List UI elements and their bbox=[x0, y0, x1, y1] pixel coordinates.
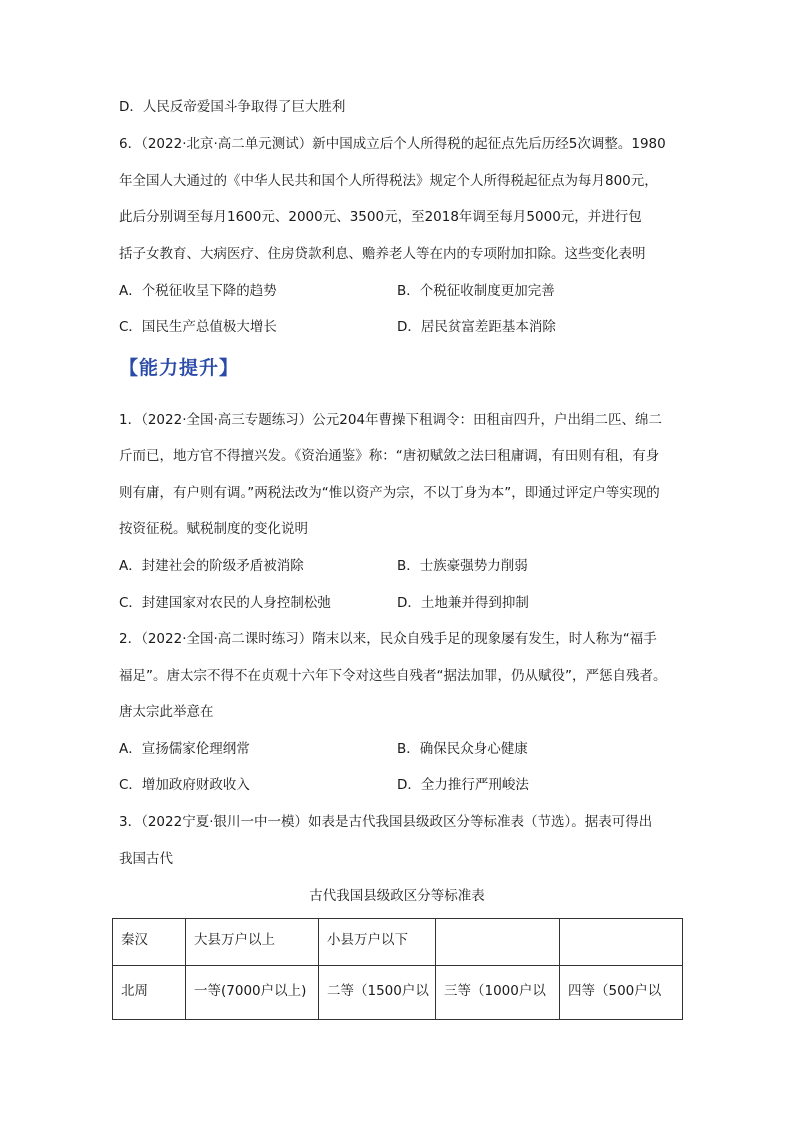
question-1-option-a: A．封建社会的阶级矛盾被消除 bbox=[119, 558, 304, 574]
question-2-option-b: B．确保民众身心健康 bbox=[397, 741, 528, 757]
previous-option-d: D．人民反帝爱国斗争取得了巨大胜利 bbox=[119, 99, 346, 115]
table-cell bbox=[560, 919, 683, 966]
table-cell: 二等（1500户以 bbox=[319, 966, 436, 1020]
question-1-line: 1．（2022·全国·高三专题练习）公元204年曹操下租调令：田租亩四升，户出绢二匹、绵二 bbox=[119, 412, 663, 428]
question-1-line: 斤而已，地方官不得擅兴发。《资治通鉴》称：“唐初赋敛之法曰租庸调，有田则有租，有身 bbox=[119, 448, 660, 464]
table-cell: 大县万户以上 bbox=[186, 919, 319, 966]
question-6-line: 年全国人大通过的《中华人民共和国个人所得税法》规定个人所得税起征点为每月800元， bbox=[119, 173, 658, 189]
question-1-line: 按资征税。赋税制度的变化说明 bbox=[119, 521, 308, 537]
table-cell: 北周 bbox=[113, 966, 186, 1020]
table-row bbox=[113, 966, 683, 1020]
question-2-line: 唐太宗此举意在 bbox=[119, 704, 214, 720]
table-cell: 小县万户以下 bbox=[319, 919, 436, 966]
question-1-option-c: C．封建国家对农民的人身控制松弛 bbox=[119, 595, 331, 611]
question-6-line: 括子女教育、大病医疗、住房贷款利息、赡养老人等在内的专项附加扣除。这些变化表明 bbox=[119, 246, 646, 262]
question-6-option-c: C．国民生产总值极大增长 bbox=[119, 319, 277, 335]
question-6-option-d: D．居民贫富差距基本消除 bbox=[397, 319, 556, 335]
question-1-option-d: D．土地兼并得到抑制 bbox=[397, 595, 529, 611]
question-3-line: 我国古代 bbox=[119, 851, 173, 867]
section-title: 【能力提升】 bbox=[119, 357, 240, 379]
question-2-line: 福足”。唐太宗不得不在贞观十六年下令对这些自残者“据法加罪，仍从赋役”，严惩自残者。 bbox=[119, 668, 667, 684]
table-caption: 古代我国县级政区分等标准表 bbox=[309, 888, 485, 904]
table-row bbox=[113, 919, 683, 966]
table-cell: 四等（500户以 bbox=[560, 966, 683, 1020]
table-cell bbox=[436, 919, 560, 966]
table-cell: 秦汉 bbox=[113, 919, 186, 966]
question-2-option-c: C．增加政府财政收入 bbox=[119, 777, 250, 793]
county-grade-table bbox=[112, 918, 683, 1020]
table-cell: 三等（1000户以 bbox=[436, 966, 560, 1020]
question-6-option-a: A．个税征收呈下降的趋势 bbox=[119, 283, 277, 299]
question-6-option-b: B．个税征收制度更加完善 bbox=[397, 283, 555, 299]
table-cell: 一等(7000户以上) bbox=[186, 966, 319, 1020]
question-1-line: 则有庸，有户则有调。”两税法改为“惟以资产为宗，不以丁身为本”，即通过评定户等实现的 bbox=[119, 485, 660, 501]
question-2-line: 2．（2022·全国·高二课时练习）隋末以来，民众自残手足的现象屡有发生，时人称为“福手 bbox=[119, 631, 657, 647]
question-6-line: 6．（2022·北京·高二单元测试）新中国成立后个人所得税的起征点先后历经5次调整。1980 bbox=[119, 136, 666, 152]
question-2-option-a: A．宣扬儒家伦理纲常 bbox=[119, 741, 250, 757]
question-6-line: 此后分别调至每月1600元、2000元、3500元，至2018年调至每月5000元，并进行包 bbox=[119, 209, 642, 225]
question-1-option-b: B．士族豪强势力削弱 bbox=[397, 558, 528, 574]
question-2-option-d: D．全力推行严刑峻法 bbox=[397, 777, 529, 793]
question-3-line: 3．（2022宁夏·银川一中一模）如表是古代我国县级政区分等标准表（节选）。据表可得出 bbox=[119, 814, 653, 830]
